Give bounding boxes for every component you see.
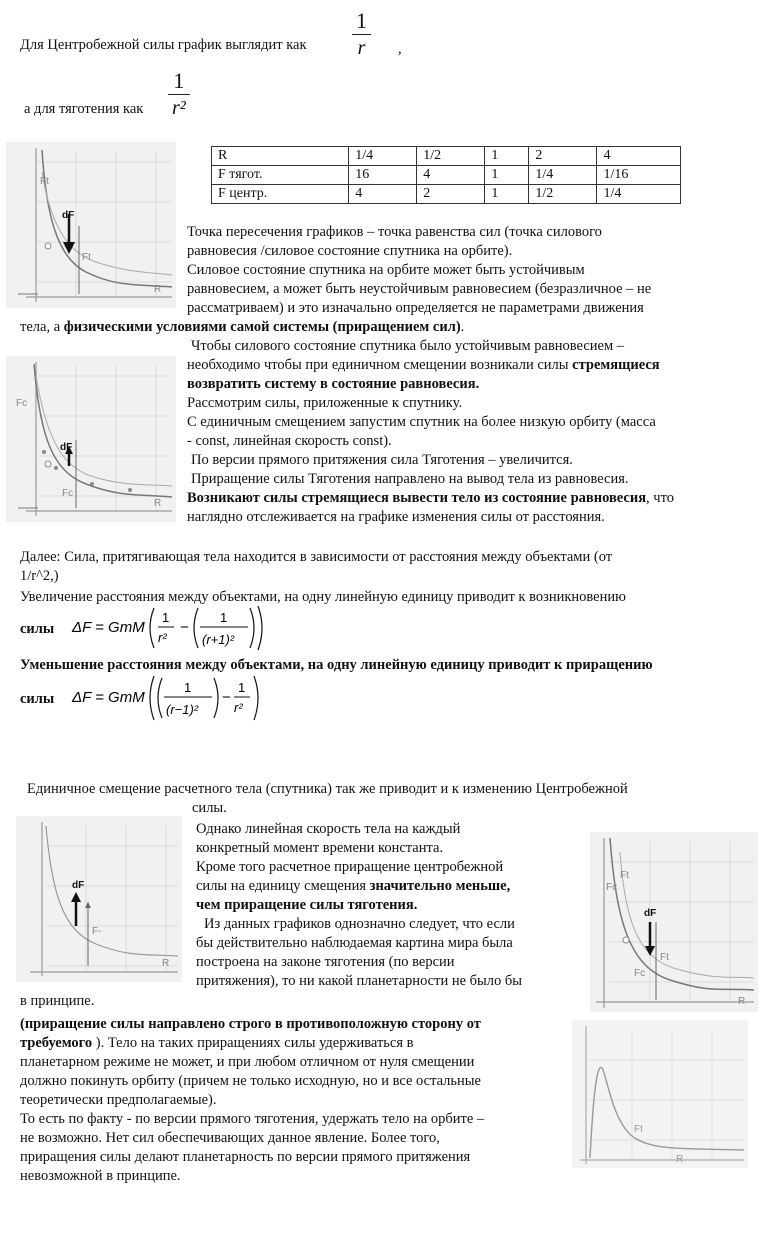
paragraph-line: Единичное смещение расчетного тела (спутника) так же приводит и к изменению Центробежной [27, 781, 628, 797]
paragraph-line: Возникают силы стремящиеся вывести тело из состояние равновесия, что [187, 490, 674, 506]
paragraph-line: не возможно. Нет сил обеспечивающих данное явление. Более того, [20, 1130, 440, 1146]
paragraph-line: планетарном режиме не может, и при любом отличном от нуля смещении [20, 1054, 475, 1070]
df-label: dF [60, 442, 73, 453]
equation-increase [70, 602, 270, 654]
r-axis-label: R [154, 284, 162, 295]
paragraph-line: (приращение силы направлено строго в противоположную сторону от [20, 1016, 481, 1032]
graph-force-peak [572, 1020, 748, 1168]
paragraph-line: - const, линейная скорость const). [187, 433, 392, 449]
paragraph-line: Точка пересечения графиков – точка равенства сил (точка силового [187, 224, 602, 240]
paragraph-line: равновесия /силовое состояние спутника на орбите). [187, 243, 513, 259]
table-cell: 1 [485, 147, 529, 166]
fc-label: Fc [606, 882, 618, 893]
paragraph-line: требуемого ). Тело на таких приращениях силы удерживаться в [20, 1035, 414, 1051]
ft-label: Ft [620, 870, 629, 881]
table-cell: 4 [597, 147, 681, 166]
svg-text:ΔF = GmM: ΔF = GmM [72, 689, 145, 706]
svg-text:(r+1)²: (r+1)² [202, 632, 235, 647]
paragraph-line: наглядно отслеживается на графике изменения силы от расстояния. [187, 509, 605, 525]
table-cell: 1/16 [597, 166, 681, 185]
table-cell: 1 [485, 185, 529, 204]
paragraph-line: Увеличение расстояния между объектами, на одну линейную единицу приводит к возникновению [20, 589, 626, 605]
graph-centrifugal-force [6, 356, 176, 522]
paragraph-line: То есть по факту - по версии прямого тяготения, удержать тело на орбите – [20, 1111, 485, 1127]
paragraph-line: в принципе. [20, 993, 95, 1009]
paragraph-line: 1/r^2,) [20, 568, 59, 584]
df-label: dF [644, 908, 657, 919]
table-row [212, 166, 681, 185]
paragraph-line: построена на законе тяготения (по версии [196, 954, 455, 970]
svg-text:−: − [222, 689, 231, 706]
r-axis-label: R [162, 958, 170, 969]
table-cell: 1/2 [417, 147, 485, 166]
table-cell: F тягот. [212, 166, 349, 185]
table-cell: 4 [349, 185, 417, 204]
paragraph-line: Кроме того расчетное приращение центробежной [196, 859, 504, 875]
paragraph-line: конкретный момент времени константа. [196, 840, 444, 856]
paragraph-line: должно покинуть орбиту (причем не только исходную, но и все остальные [20, 1073, 481, 1089]
fraction-one-over-r-squared: $\frac{1}{\text{r²}}$ [168, 68, 190, 121]
ft-label: Ft [82, 252, 91, 263]
r-axis-label: R [154, 498, 162, 509]
graph-centrifugal-increment [16, 816, 182, 982]
r-axis-label: R [738, 996, 746, 1007]
paragraph-line: Далее: Сила, притягивающая тела находится в зависимости от расстояния между объектами (от [20, 549, 613, 565]
table-cell: 4 [417, 166, 485, 185]
svg-text:1: 1 [238, 680, 246, 695]
graph-combined-forces [590, 832, 758, 1012]
ft-label: Ft [660, 952, 669, 963]
table-cell: 1/4 [529, 166, 597, 185]
intro-line-centrifugal: Для Центробежной силы график выглядит как [20, 37, 307, 53]
paragraph-line: приращения силы делают планетарность по версии прямого притяжения [20, 1149, 471, 1165]
paragraph-line: равновесием, а может быть неустойчивым равновесием (безразличное – не [187, 281, 652, 297]
paragraph-line: Приращение силы Тяготения направлено на вывод тела из равновесия. [191, 471, 629, 487]
fc-label: Fc [16, 398, 28, 409]
df-label: dF [62, 210, 75, 221]
fraction-one-over-r: $\frac{1}{r}$ [352, 8, 371, 61]
graph-gravity-force [6, 142, 176, 308]
svg-text:1: 1 [184, 680, 192, 695]
svg-text:−: − [180, 619, 189, 636]
table-cell: F центр. [212, 185, 349, 204]
fc-label: Fc [62, 488, 74, 499]
svg-text:1: 1 [162, 610, 170, 625]
ft-label: Ft [634, 1124, 643, 1135]
paragraph-line: Уменьшение расстояния между объектами, на одну линейную единицу приводит к приращению [20, 657, 653, 673]
svg-text:r²: r² [158, 630, 167, 645]
table-cell: 2 [529, 147, 597, 166]
table-row [212, 185, 681, 204]
force-comparison-table [211, 146, 681, 204]
paragraph-line: притяжения), то ни какой планетарности не было бы [196, 973, 523, 989]
table-row [212, 147, 681, 166]
paragraph-line: силы на единицу смещения значительно меньше, [196, 878, 511, 894]
intro-comma: , [398, 41, 402, 57]
paragraph-line: По версии прямого притяжения сила Тяготения – увеличится. [191, 452, 573, 468]
svg-text:(r−1)²: (r−1)² [166, 702, 199, 717]
paragraph-line: Рассмотрим силы, приложенные к спутнику. [187, 395, 463, 411]
table-cell: 2 [417, 185, 485, 204]
paragraph-line: чем приращение силы тяготения. [196, 897, 418, 913]
ft-label: Ft [40, 176, 49, 187]
table-cell: 1/2 [529, 185, 597, 204]
paragraph-line: Чтобы силового состояние спутника было устойчивым равновесием – [191, 338, 625, 354]
table-cell: 1/4 [597, 185, 681, 204]
paragraph-line: силы. [192, 800, 227, 816]
table-cell: 1 [485, 166, 529, 185]
table-cell: R [212, 147, 349, 166]
table-cell: 1/4 [349, 147, 417, 166]
paragraph-line: С единичным смещением запустим спутник на более низкую орбиту (масса [187, 414, 656, 430]
svg-text:ΔF = GmM: ΔF = GmM [72, 619, 145, 636]
r-axis-label: R [676, 1154, 684, 1165]
equation-decrease [70, 672, 270, 724]
paragraph-line: теоретически предполагаемые). [20, 1092, 217, 1108]
intro-line-gravity: а для тяготения как [24, 101, 144, 117]
paragraph-line: Однако линейная скорость тела на каждый [196, 821, 461, 837]
paragraph-line: необходимо чтобы при единичном смещении возникали силы стремящиеся [187, 357, 660, 373]
paragraph-line: силы [20, 621, 55, 637]
paragraph-line: тела, а физическими условиями самой системы (приращением сил). [20, 319, 465, 335]
f-label: F- [92, 926, 102, 937]
svg-text:r²: r² [234, 700, 243, 715]
paragraph-line: Силовое состояние спутника на орбите может быть устойчивым [187, 262, 585, 278]
paragraph-line: Из данных графиков однозначно следует, что если [204, 916, 515, 932]
table-cell: 16 [349, 166, 417, 185]
svg-text:1: 1 [220, 610, 228, 625]
paragraph-line: возвратить систему в состояние равновесия. [187, 376, 480, 392]
paragraph-line: силы [20, 691, 55, 707]
paragraph-line: бы действительно наблюдаемая картина мира была [196, 935, 513, 951]
df-label: dF [72, 880, 85, 891]
paragraph-line: невозможной в принципе. [20, 1168, 181, 1184]
paragraph-line: рассматриваем) и это изначально определяется не параметрами движения [187, 300, 644, 316]
fc-label: Fc [634, 968, 646, 979]
